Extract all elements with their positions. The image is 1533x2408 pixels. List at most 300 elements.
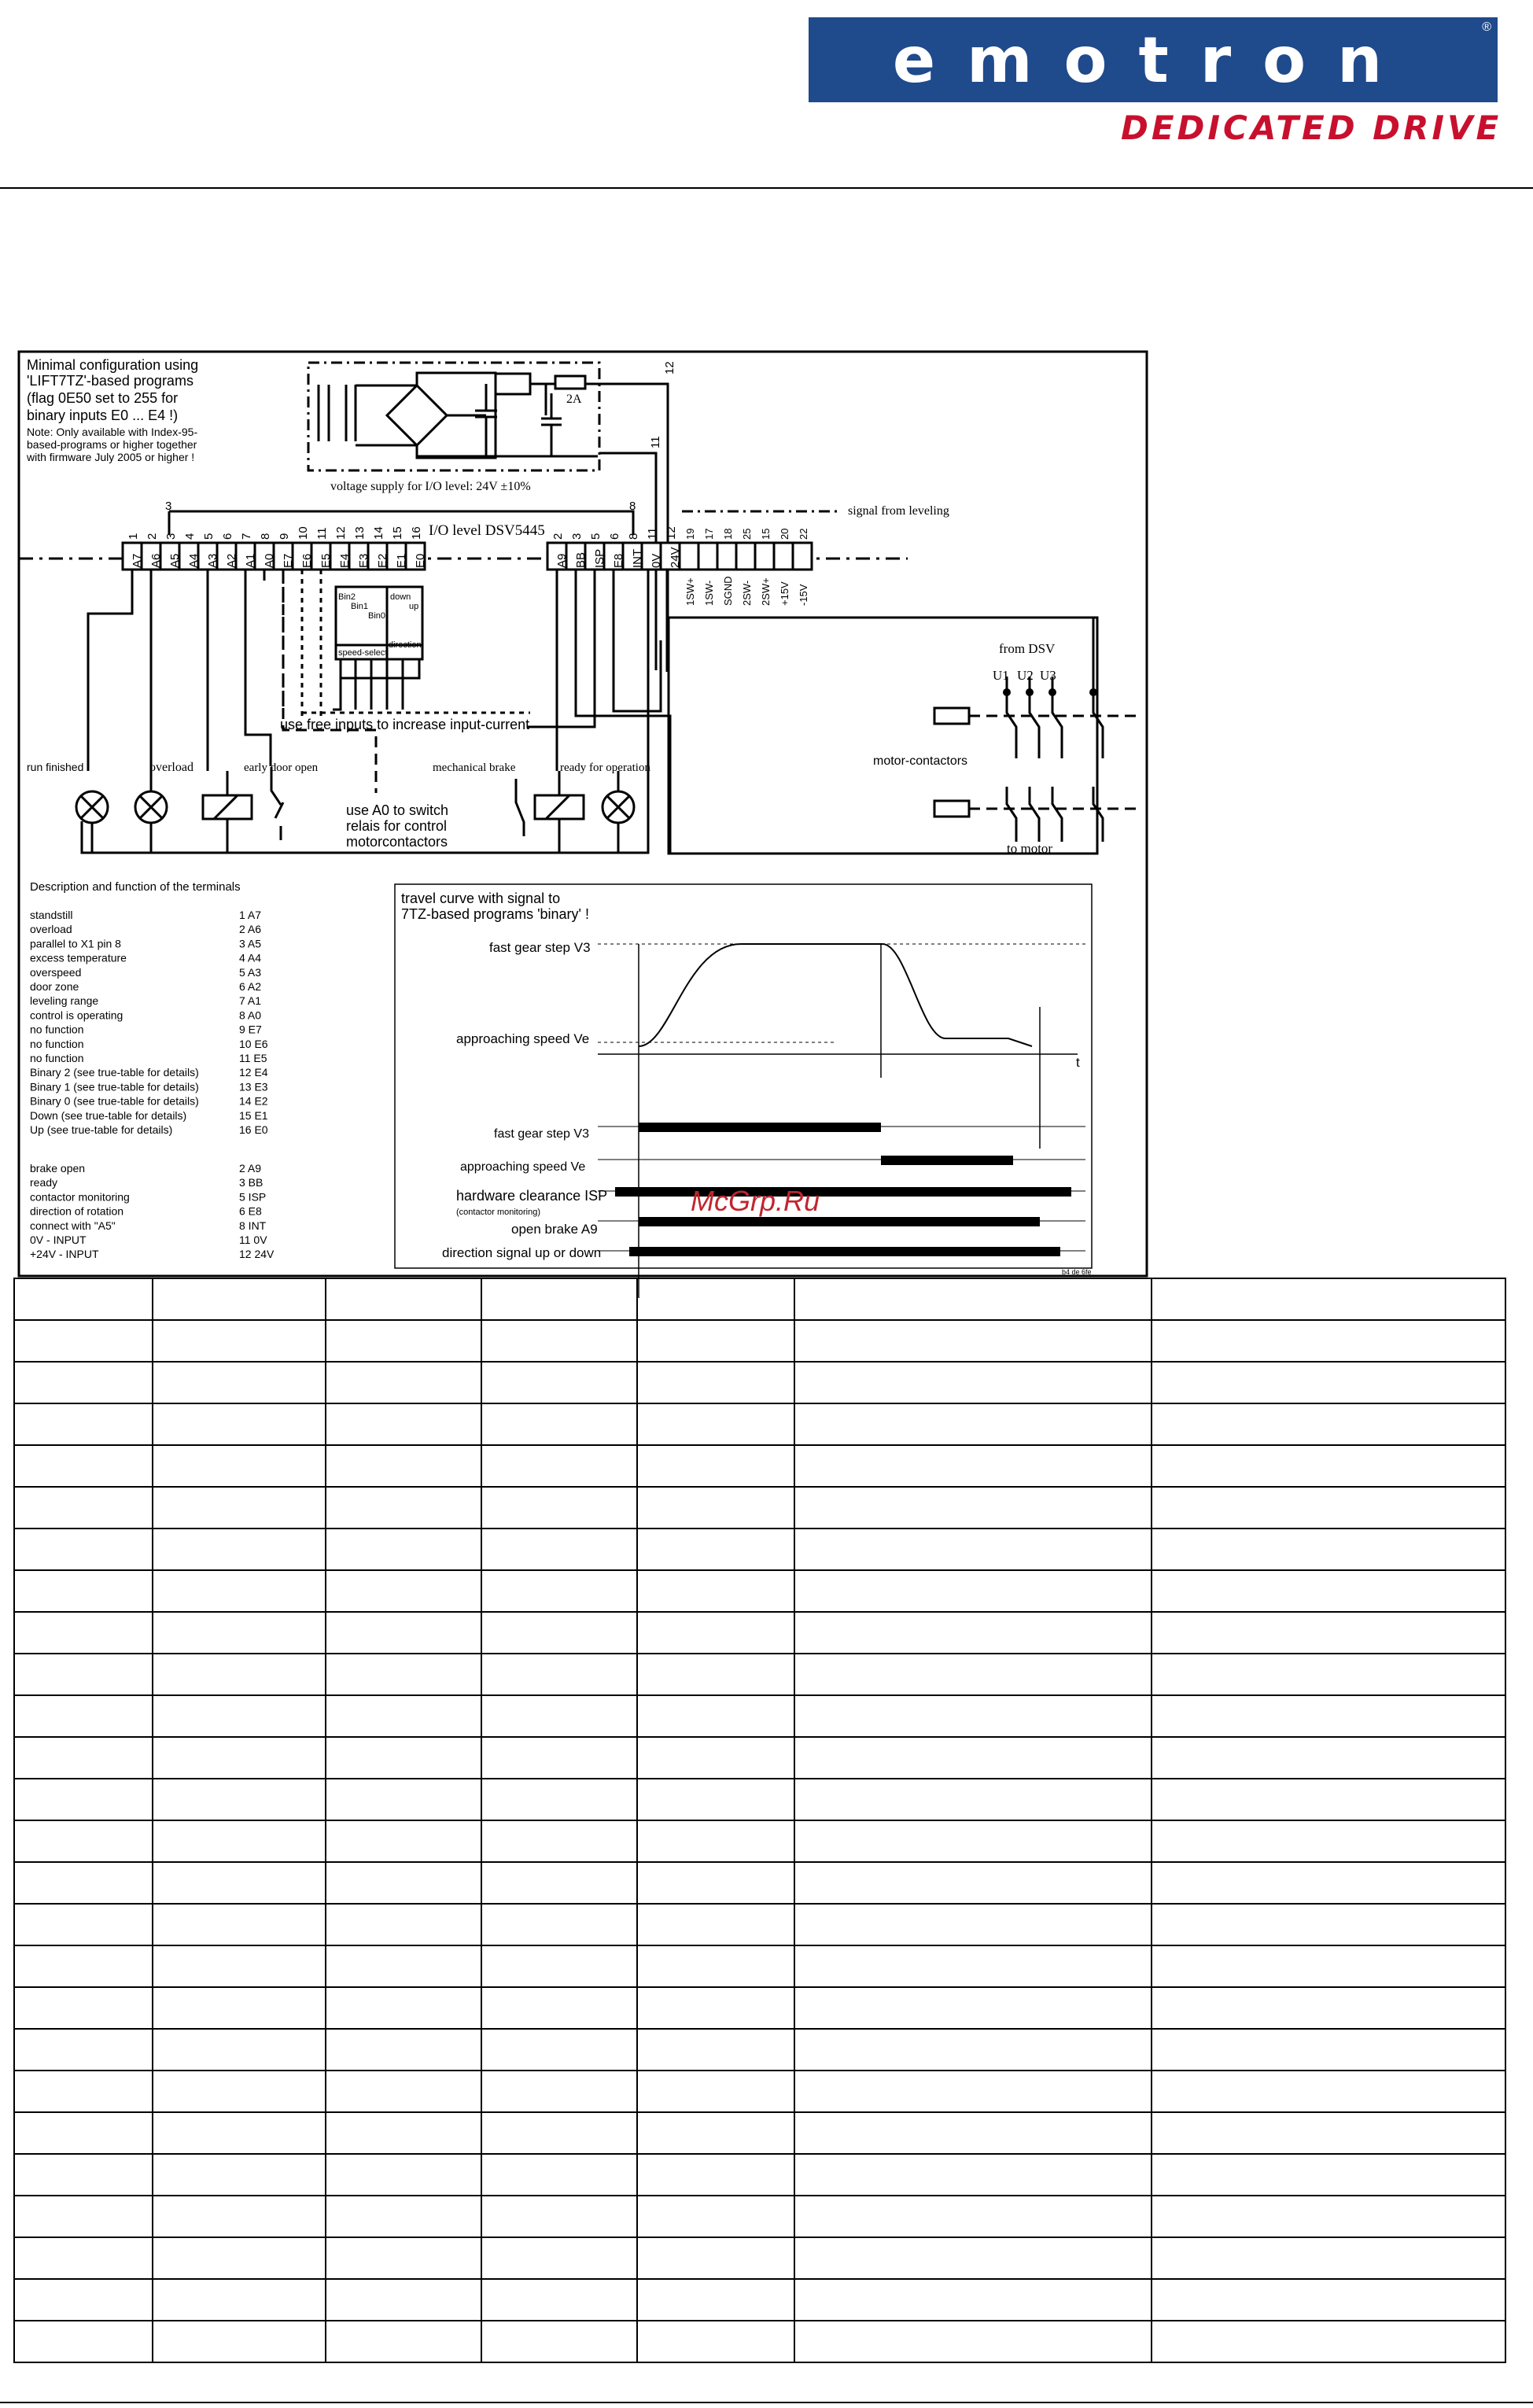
up-label: up <box>409 602 419 611</box>
terminal-number: 6 <box>608 533 621 540</box>
terminal-name: A2 <box>225 553 238 568</box>
signal-contactor-note: (contactor monitoring) <box>456 1208 540 1217</box>
desc-terminal: 13 E3 <box>239 1080 268 1093</box>
table-cell <box>326 2279 481 2321</box>
contactor-coil-1 <box>934 708 969 724</box>
terminal-name: A6 <box>149 553 163 568</box>
table-cell <box>326 1403 481 1445</box>
supply-pin-8: 8 <box>629 500 636 513</box>
table-cell <box>794 1320 1152 1362</box>
bin1-label: Bin1 <box>351 602 369 611</box>
table-cell <box>637 1529 794 1570</box>
contactor-coil-2 <box>934 801 969 817</box>
table-cell <box>153 1862 326 1904</box>
table-cell <box>153 1737 326 1779</box>
table-row <box>14 2321 1505 2362</box>
desc-label: contactor monitoring <box>30 1190 130 1204</box>
note-line-4: binary inputs E0 ... E4 !) <box>27 407 179 423</box>
desc-label: no function <box>30 1037 84 1050</box>
terminal-number: 3 <box>164 533 178 540</box>
table-cell <box>1152 1612 1505 1654</box>
table-cell <box>481 1612 637 1654</box>
logo-text: emotron <box>892 23 1414 97</box>
table-cell <box>637 2071 794 2112</box>
table-cell <box>794 1945 1152 1987</box>
table-cell <box>481 1403 637 1445</box>
table-row <box>14 2029 1505 2071</box>
terminal-number: 2 <box>146 533 159 540</box>
table-cell <box>794 2237 1152 2279</box>
desc-label: direction of rotation <box>30 1204 124 1218</box>
travel-title-2: 7TZ-based programs 'binary' ! <box>401 906 589 922</box>
terminal-number: 9 <box>278 533 291 540</box>
table-cell <box>326 1529 481 1570</box>
table-cell <box>637 2321 794 2362</box>
note-line-3: (flag 0E50 set to 255 for <box>27 390 179 406</box>
speed-select-label: speed-select <box>338 648 388 658</box>
terminal-number: 15 <box>391 526 404 540</box>
terminal-number: 14 <box>372 526 385 540</box>
desc-terminal: 11 0V <box>239 1234 267 1246</box>
table-cell <box>481 1904 637 1945</box>
table-cell <box>326 2071 481 2112</box>
table-cell <box>1152 2321 1505 2362</box>
terminal-number: 4 <box>183 533 197 540</box>
terminal-name: -15V <box>798 584 809 606</box>
table-cell <box>153 1695 326 1737</box>
table-cell <box>14 1570 153 1612</box>
note-line-2: 'LIFT7TZ'-based programs <box>27 373 193 389</box>
desc-terminal: 7 A1 <box>239 994 262 1008</box>
table-cell <box>326 2237 481 2279</box>
signal-hardware: hardware clearance ISP <box>456 1188 608 1204</box>
table-cell <box>14 2029 153 2071</box>
table-cell <box>794 2029 1152 2071</box>
table-cell <box>481 2154 637 2196</box>
doc-code: b4 de 6fe <box>1062 1268 1092 1276</box>
table-row <box>14 2154 1505 2196</box>
table-cell <box>14 1320 153 1362</box>
bar-approach <box>881 1156 1013 1165</box>
terminal-number: 5 <box>202 533 216 540</box>
table-cell <box>637 1487 794 1529</box>
terminal-number: 25 <box>741 528 753 540</box>
table-cell <box>153 2321 326 2362</box>
table-cell <box>14 2071 153 2112</box>
table-cell <box>794 2279 1152 2321</box>
table-cell <box>481 2112 637 2154</box>
table-cell <box>794 2321 1152 2362</box>
table-cell <box>481 1529 637 1570</box>
terminal-number: 12 <box>334 526 348 540</box>
a0-note-1: use A0 to switch <box>346 802 449 818</box>
terminal-name: A7 <box>131 553 144 568</box>
table-cell <box>1152 2112 1505 2154</box>
terminal-number: 19 <box>684 528 696 540</box>
table-cell <box>637 1945 794 1987</box>
desc-terminal: 12 E4 <box>239 1066 268 1079</box>
desc-label: standstill <box>30 909 73 921</box>
terminal-name: E2 <box>376 553 389 568</box>
table-cell <box>481 1654 637 1695</box>
table-cell <box>14 1945 153 1987</box>
desc-terminal: 2 A9 <box>239 1162 262 1174</box>
table-cell <box>1152 1487 1505 1529</box>
lamp-label-brake: mechanical brake <box>433 761 516 774</box>
table-cell <box>637 1779 794 1820</box>
table-cell <box>794 1570 1152 1612</box>
desc-terminal: 11 E5 <box>239 1052 267 1064</box>
terminal-number: 5 <box>589 533 603 540</box>
table-cell <box>481 1737 637 1779</box>
a0-note-2: relais for control <box>346 818 448 834</box>
terminal-number: 18 <box>722 528 734 540</box>
supply-label: voltage supply for I/O level: 24V ±10% <box>330 480 531 493</box>
table-row <box>14 1320 1505 1362</box>
table-cell <box>153 1529 326 1570</box>
table-cell <box>14 2154 153 2196</box>
u2-label: U2 <box>1017 668 1034 683</box>
terminal-name: 2SW+ <box>760 577 772 606</box>
free-inputs-note: use free inputs to increase input-current <box>280 717 530 732</box>
desc-terminal: 15 E1 <box>239 1108 268 1122</box>
table-cell <box>326 2321 481 2362</box>
table-row <box>14 2196 1505 2237</box>
desc-terminal: 5 A3 <box>239 965 262 979</box>
desc-label: parallel to X1 pin 8 <box>30 937 121 950</box>
table-cell <box>1152 1737 1505 1779</box>
watermark: McGrp.Ru <box>691 1185 820 1217</box>
lamp-overload <box>135 771 167 853</box>
desc-terminal: 14 E2 <box>239 1094 268 1108</box>
table-cell <box>326 1487 481 1529</box>
table-row <box>14 1362 1505 1403</box>
table-cell <box>1152 2279 1505 2321</box>
from-dsv: from DSV <box>999 641 1056 656</box>
terminal-number: 8 <box>259 533 272 540</box>
table-cell <box>14 1695 153 1737</box>
table-cell <box>153 2029 326 2071</box>
terminal-number: 15 <box>760 528 772 540</box>
table-cell <box>481 1862 637 1904</box>
table-cell <box>481 1987 637 2029</box>
table-cell <box>14 1445 153 1487</box>
terminal-name: 1SW+ <box>684 577 696 606</box>
desc-group-1 <box>30 909 268 1136</box>
table-cell <box>481 1779 637 1820</box>
table-cell <box>1152 2196 1505 2237</box>
terminal-name: A0 <box>263 553 276 568</box>
down-label: down <box>390 592 411 602</box>
u1-label: U1 <box>993 668 1009 683</box>
table-cell <box>481 1820 637 1862</box>
table-cell <box>326 1654 481 1695</box>
terminal-name: 2SW- <box>741 580 753 606</box>
table-cell <box>637 1278 794 1320</box>
motor-contactors: motor-contactors <box>873 754 968 768</box>
table-cell <box>637 1862 794 1904</box>
table-cell <box>153 2071 326 2112</box>
table-cell <box>153 1445 326 1487</box>
table-cell <box>14 2112 153 2154</box>
table-cell <box>326 1779 481 1820</box>
table-cell <box>794 1487 1152 1529</box>
table-row <box>14 1403 1505 1445</box>
terminal-name: 0V <box>650 553 663 568</box>
terminal-number: 8 <box>627 533 640 540</box>
table-cell <box>637 1362 794 1403</box>
table-cell <box>481 1320 637 1362</box>
empty-table <box>13 1278 1506 2363</box>
table-cell <box>326 1570 481 1612</box>
table-cell <box>637 1904 794 1945</box>
table-cell <box>153 2237 326 2279</box>
fuse <box>555 376 585 389</box>
note-small-2: based-programs or higher together <box>27 438 197 451</box>
table-cell <box>1152 1862 1505 1904</box>
terminal-name: E7 <box>282 553 295 568</box>
table-cell <box>637 1320 794 1362</box>
table-row <box>14 2071 1505 2112</box>
desc-terminal: 8 INT <box>239 1219 267 1232</box>
travel-approach: approaching speed Ve <box>456 1031 590 1046</box>
table-cell <box>794 1403 1152 1445</box>
table-cell <box>794 2112 1152 2154</box>
lamp-label-overload: overload <box>149 761 193 774</box>
table-cell <box>14 2321 153 2362</box>
table-cell <box>326 1820 481 1862</box>
table-cell <box>14 2237 153 2279</box>
table-cell <box>326 1612 481 1654</box>
bridge-rectifier <box>387 385 447 445</box>
table-cell <box>481 1570 637 1612</box>
table-cell <box>1152 1695 1505 1737</box>
travel-t: t <box>1076 1055 1080 1070</box>
signal-leveling: signal from leveling <box>848 504 949 518</box>
table-cell <box>153 1654 326 1695</box>
desc-label: door zone <box>30 980 79 993</box>
terminal-name: A3 <box>206 553 219 568</box>
terminal-name: A9 <box>555 553 569 568</box>
desc-label: ready <box>30 1176 58 1189</box>
table-cell <box>326 2196 481 2237</box>
desc-label: leveling range <box>30 994 99 1008</box>
desc-label: +24V - INPUT <box>30 1248 99 1261</box>
table-cell <box>1152 1278 1505 1320</box>
travel-curve <box>639 944 1032 1046</box>
table-cell <box>153 1945 326 1987</box>
desc-label: Binary 1 (see true-table for details) <box>30 1080 199 1093</box>
table-cell <box>153 1779 326 1820</box>
table-cell <box>14 1987 153 2029</box>
table-cell <box>794 1529 1152 1570</box>
desc-label: Binary 2 (see true-table for details) <box>30 1066 199 1079</box>
table-cell <box>14 1278 153 1320</box>
table-cell <box>14 1737 153 1779</box>
table-cell <box>153 1987 326 2029</box>
table-cell <box>14 1529 153 1570</box>
table-cell <box>153 2112 326 2154</box>
bar-hardware-clearance <box>615 1187 1071 1197</box>
note-small-3: with firmware July 2005 or higher ! <box>27 451 195 463</box>
table-row <box>14 1612 1505 1654</box>
table-cell <box>794 1695 1152 1737</box>
resistor <box>496 374 530 394</box>
table-cell <box>481 2321 637 2362</box>
travel-title-1: travel curve with signal to <box>401 891 561 906</box>
table-cell <box>481 1278 637 1320</box>
bar-open-brake <box>639 1217 1040 1226</box>
table-cell <box>14 2196 153 2237</box>
desc-group-2 <box>30 1162 275 1260</box>
table-cell <box>481 1362 637 1403</box>
table-cell <box>153 2279 326 2321</box>
table-cell <box>326 1695 481 1737</box>
desc-terminal: 6 A2 <box>239 980 262 993</box>
desc-terminal: 2 A6 <box>239 923 262 936</box>
desc-terminal: 8 A0 <box>239 1009 262 1022</box>
terminal-number: 22 <box>798 528 809 540</box>
table-row <box>14 1654 1505 1695</box>
table-row <box>14 1529 1505 1570</box>
terminal-number: 10 <box>297 526 310 540</box>
desc-title: Description and function of the terminals <box>30 880 241 894</box>
table-cell <box>153 2154 326 2196</box>
table-cell <box>1152 2071 1505 2112</box>
table-cell <box>1152 1820 1505 1862</box>
table-cell <box>326 1737 481 1779</box>
table-cell <box>326 1987 481 2029</box>
terminal-name: ISP <box>593 548 606 568</box>
desc-terminal: 10 E6 <box>239 1037 268 1050</box>
table-cell <box>326 2154 481 2196</box>
a0-note-3: motorcontactors <box>346 834 448 850</box>
table-cell <box>1152 2029 1505 2071</box>
table-row <box>14 2237 1505 2279</box>
terminal-number: 13 <box>353 526 367 540</box>
table-cell <box>481 2071 637 2112</box>
desc-terminal: 16 E0 <box>239 1123 268 1136</box>
table-row <box>14 1987 1505 2029</box>
lamp-label-early-door: early door open <box>244 761 319 774</box>
table-cell <box>326 1445 481 1487</box>
table-cell <box>794 1862 1152 1904</box>
table-cell <box>637 1403 794 1445</box>
lamp-label-run-finished: run finished <box>27 761 84 773</box>
desc-label: excess temperature <box>30 951 127 964</box>
table-cell <box>326 2029 481 2071</box>
table-cell <box>14 2279 153 2321</box>
table-cell <box>794 1904 1152 1945</box>
terminal-number: 12 <box>665 526 678 540</box>
terminal-name: E0 <box>414 553 427 568</box>
table-cell <box>14 1362 153 1403</box>
table-row <box>14 1862 1505 1904</box>
bin2-label: Bin2 <box>338 592 356 602</box>
desc-terminal: 4 A4 <box>239 951 262 964</box>
table-cell <box>481 2279 637 2321</box>
terminal-name: A4 <box>187 553 201 568</box>
table-cell <box>794 1820 1152 1862</box>
table-cell <box>637 2237 794 2279</box>
table-cell <box>326 1362 481 1403</box>
table-cell <box>1152 2154 1505 2196</box>
table-cell <box>326 2112 481 2154</box>
table-cell <box>481 2029 637 2071</box>
table-cell <box>481 2237 637 2279</box>
registered-mark: ® <box>1482 20 1491 34</box>
table-cell <box>14 1779 153 1820</box>
table-cell <box>1152 1570 1505 1612</box>
travel-fast-gear: fast gear step V3 <box>489 940 591 955</box>
desc-label: Binary 0 (see true-table for details) <box>30 1094 199 1108</box>
terminal-name: 1SW- <box>703 580 715 606</box>
table-cell <box>481 1945 637 1987</box>
table-cell <box>637 2112 794 2154</box>
table-cell <box>1152 1654 1505 1695</box>
u3-label: U3 <box>1040 668 1056 683</box>
desc-label: 0V - INPUT <box>30 1234 87 1246</box>
table-cell <box>153 1278 326 1320</box>
table-cell <box>637 1654 794 1695</box>
to-motor: to motor <box>1007 841 1053 856</box>
note-small-1: Note: Only available with Index-95- <box>27 426 198 438</box>
fuse-label: 2A <box>566 393 582 406</box>
table-cell <box>637 2279 794 2321</box>
table-cell <box>153 1320 326 1362</box>
table-cell <box>153 1362 326 1403</box>
table-cell <box>1152 2237 1505 2279</box>
table-cell <box>637 2029 794 2071</box>
table-row <box>14 1820 1505 1862</box>
table-row <box>14 1904 1505 1945</box>
desc-terminal: 3 BB <box>239 1176 263 1189</box>
table-row <box>14 1737 1505 1779</box>
table-cell <box>637 1987 794 2029</box>
tagline: DEDICATED DRIVE <box>1121 109 1502 147</box>
bar-fast-gear <box>639 1123 881 1132</box>
table-cell <box>153 1612 326 1654</box>
terminal-number: 1 <box>127 533 140 540</box>
desc-terminal: 5 ISP <box>239 1190 267 1204</box>
desc-label: Down (see true-table for details) <box>30 1108 187 1122</box>
table-cell <box>1152 1529 1505 1570</box>
table-cell <box>794 1654 1152 1695</box>
table-cell <box>481 1445 637 1487</box>
table-row <box>14 1945 1505 1987</box>
table-row <box>14 1278 1505 1320</box>
table-cell <box>794 2154 1152 2196</box>
terminal-name: INT <box>631 548 644 568</box>
lamp-ready <box>603 771 634 853</box>
terminal-name: +15V <box>779 581 790 606</box>
terminal-number: 3 <box>570 533 584 540</box>
table-cell <box>14 1654 153 1695</box>
desc-terminal: 3 A5 <box>239 937 262 950</box>
supply-pin-11: 11 <box>649 436 662 448</box>
note-line-1: Minimal configuration using <box>27 357 199 373</box>
terminal-number: 6 <box>221 533 234 540</box>
table-cell <box>794 1779 1152 1820</box>
table-cell <box>326 1320 481 1362</box>
table-cell <box>637 1612 794 1654</box>
desc-terminal: 12 24V <box>239 1248 275 1261</box>
table-row <box>14 2112 1505 2154</box>
bin0-label: Bin0 <box>368 611 386 621</box>
table-cell <box>14 1862 153 1904</box>
terminal-name: E5 <box>319 553 333 568</box>
desc-label: overload <box>30 923 72 936</box>
